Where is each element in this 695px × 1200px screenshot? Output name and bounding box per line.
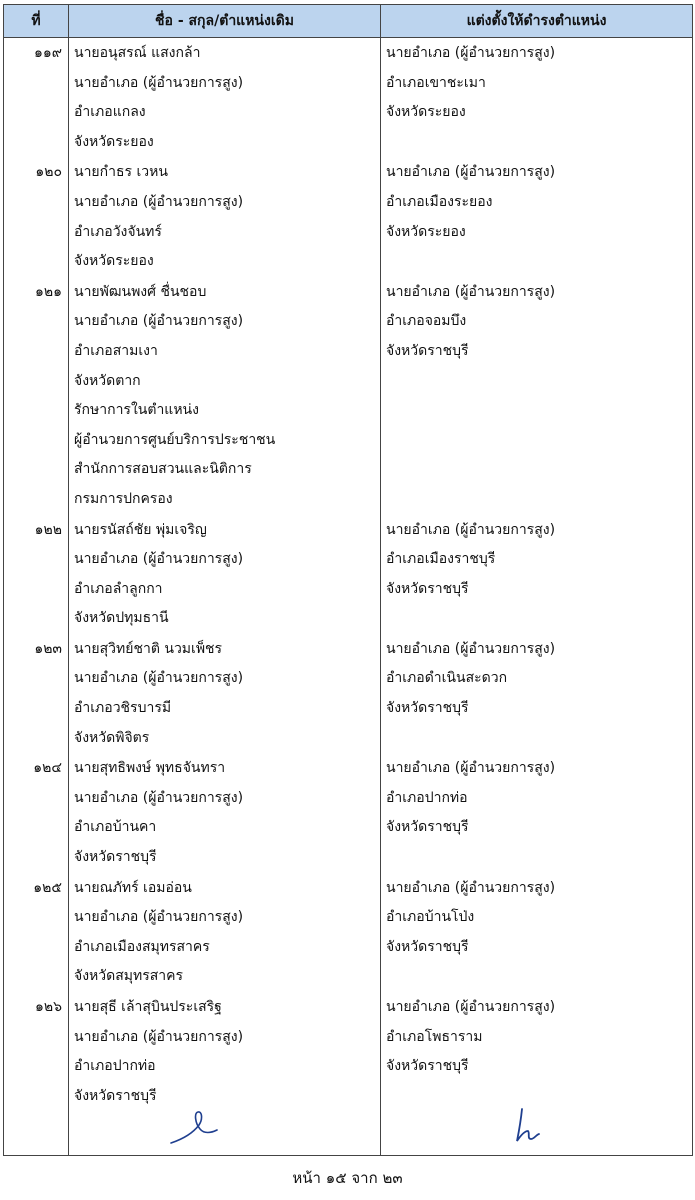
new-position-line: นายอำเภอ (ผู้อำนวยการสูง) — [386, 521, 556, 538]
entry-number: ๑๒๓ — [4, 634, 69, 753]
old-position-line: จังหวัดสมุทรสาคร — [74, 968, 184, 985]
old-position-line: นายอำเภอ (ผู้อำนวยการสูง) — [74, 789, 244, 806]
old-position-line: นายสุธี เล้าสุบินประเสริฐ — [74, 999, 222, 1015]
new-position-line: จังหวัดราชบุรี — [386, 938, 469, 955]
signature-cell-empty — [4, 1111, 69, 1156]
name-old-position-cell — [69, 38, 381, 158]
new-position-line: จังหวัดราชบุรี — [386, 580, 469, 597]
old-position-line: รักษาการในตำแหน่ง — [74, 402, 199, 419]
name-old-position-cell — [69, 753, 381, 872]
old-position-line: นายอำเภอ (ผู้อำนวยการสูง) — [74, 74, 244, 91]
old-position-line: นายพัฒนพงศ์ ชื่นชอบ — [74, 283, 207, 300]
entry-number: ๑๒๑ — [4, 277, 69, 515]
entry-number: ๑๒๕ — [4, 873, 69, 992]
old-position-line: นายอำเภอ (ผู้อำนวยการสูง) — [74, 193, 244, 210]
table-body — [4, 38, 693, 1156]
table-row — [4, 157, 693, 276]
new-position-cell — [381, 753, 693, 872]
name-old-position-cell — [69, 634, 381, 753]
name-old-position-cell — [69, 157, 381, 276]
table-row — [4, 38, 693, 158]
old-position-line: จังหวัดตาก — [74, 372, 141, 389]
new-position-cell — [381, 992, 693, 1111]
entry-number: ๑๒๔ — [4, 753, 69, 872]
entry-number: ๑๒๐ — [4, 157, 69, 276]
old-position-line: อำเภอบ้านคา — [74, 819, 157, 836]
old-position-line: อำเภอวังจันทร์ — [74, 223, 162, 240]
table-row — [4, 753, 693, 872]
new-position-line: นายอำเภอ (ผู้อำนวยการสูง) — [386, 879, 556, 896]
new-position-line: อำเภอดำเนินสะดวก — [386, 670, 508, 687]
new-position-line: นายอำเภอ (ผู้อำนวยการสูง) — [386, 760, 556, 777]
table-row — [4, 873, 693, 992]
new-position-line: อำเภอปากท่อ — [386, 789, 468, 806]
entry-number: ๑๑๙ — [4, 38, 69, 158]
new-position-line: จังหวัดระยอง — [386, 223, 466, 240]
old-position-line: นายอำเภอ (ผู้อำนวยการสูง) — [74, 1028, 244, 1045]
table-row — [4, 992, 693, 1111]
old-position-line: อำเภอแกลง — [74, 104, 146, 121]
old-position-line: อำเภอปากท่อ — [74, 1058, 156, 1075]
old-position-line: จังหวัดปทุมธานี — [74, 610, 169, 627]
table-row — [4, 277, 693, 515]
old-position-line: นายอำเภอ (ผู้อำนวยการสูง) — [74, 909, 244, 926]
name-old-position-cell — [69, 277, 381, 515]
new-position-cell — [381, 157, 693, 276]
old-position-line: นายอำเภอ (ผู้อำนวยการสูง) — [74, 670, 244, 687]
new-position-line: นายอำเภอ (ผู้อำนวยการสูง) — [386, 164, 556, 181]
signature-cell-left — [69, 1111, 381, 1156]
new-position-cell — [381, 515, 693, 634]
new-position-line: จังหวัดราชบุรี — [386, 1058, 469, 1075]
old-position-line: นายอำเภอ (ผู้อำนวยการสูง) — [74, 313, 244, 330]
signature-cell-right — [381, 1111, 693, 1156]
old-position-line: นายสุทธิพงษ์ พุทธจันทรา — [74, 760, 226, 777]
new-position-line: อำเภอจอมบึง — [386, 313, 467, 330]
table-row — [4, 634, 693, 753]
name-old-position-cell — [69, 515, 381, 634]
new-position-line: นายอำเภอ (ผู้อำนวยการสูง) — [386, 283, 556, 300]
new-position-line: นายอำเภอ (ผู้อำนวยการสูง) — [386, 640, 556, 657]
header-number: ที่ — [4, 5, 69, 38]
old-position-line: จังหวัดระยอง — [74, 133, 154, 150]
new-position-line: จังหวัดราชบุรี — [386, 819, 469, 836]
appointment-table — [3, 4, 693, 1156]
new-position-line: นายอำเภอ (ผู้อำนวยการสูง) — [386, 999, 556, 1015]
old-position-line: อำเภอเมืองสมุทรสาคร — [74, 938, 210, 955]
new-position-cell — [381, 277, 693, 515]
signature-row — [4, 1111, 693, 1156]
old-position-line: จังหวัดพิจิตร — [74, 729, 150, 746]
old-position-line: นายสุวิทย์ชาติ นวมเพ็ชร — [74, 640, 223, 657]
entry-number: ๑๒๖ — [4, 992, 69, 1111]
old-position-line: นายอนุสรณ์ แสงกล้า — [74, 45, 201, 61]
old-position-line: นายอำเภอ (ผู้อำนวยการสูง) — [74, 551, 244, 568]
old-position-line: จังหวัดราชบุรี — [74, 849, 157, 866]
name-old-position-cell — [69, 873, 381, 992]
entry-number: ๑๒๒ — [4, 515, 69, 634]
old-position-line: นายณภัทร์ เอมอ่อน — [74, 879, 192, 896]
new-position-line: จังหวัดระยอง — [386, 104, 466, 121]
new-position-line: อำเภอเมืองระยอง — [386, 193, 493, 210]
page-number: หน้า ๑๕ จาก ๒๓ — [292, 1169, 403, 1187]
new-position-line: อำเภอโพธาราม — [386, 1028, 483, 1045]
signature-right — [513, 1105, 543, 1149]
old-position-line: จังหวัดระยอง — [74, 253, 154, 270]
new-position-line: อำเภอเมืองราชบุรี — [386, 551, 496, 568]
new-position-line: อำเภอเขาชะเมา — [386, 74, 486, 91]
header-new-position: แต่งตั้งให้ดำรงตำแหน่ง — [381, 5, 693, 38]
signature-left — [169, 1103, 219, 1149]
new-position-cell — [381, 873, 693, 992]
new-position-cell — [381, 634, 693, 753]
old-position-line: ผู้อำนวยการศูนย์บริการประชาชน — [74, 431, 276, 448]
table-row — [4, 515, 693, 634]
new-position-line: อำเภอบ้านโป่ง — [386, 909, 475, 926]
old-position-line: สำนักการสอบสวนและนิติการ — [74, 461, 252, 478]
old-position-line: จังหวัดราชบุรี — [74, 1087, 157, 1104]
old-position-line: กรมการปกครอง — [74, 490, 173, 507]
header-name-old-position: ชื่อ - สกุล/ตำแหน่งเดิม — [69, 5, 381, 38]
name-old-position-cell — [69, 992, 381, 1111]
old-position-line: อำเภอสามเงา — [74, 342, 158, 359]
table-header-row — [4, 5, 693, 38]
old-position-line: อำเภอวชิรบารมี — [74, 700, 172, 717]
old-position-line: อำเภอลำลูกกา — [74, 580, 163, 597]
old-position-line: นายรนัสถ์ชัย พุ่มเจริญ — [74, 521, 207, 538]
new-position-line: นายอำเภอ (ผู้อำนวยการสูง) — [386, 45, 556, 61]
old-position-line: นายกำธร เวหน — [74, 164, 168, 181]
new-position-line: จังหวัดราชบุรี — [386, 700, 469, 717]
new-position-line: จังหวัดราชบุรี — [386, 342, 469, 359]
new-position-cell — [381, 38, 693, 158]
